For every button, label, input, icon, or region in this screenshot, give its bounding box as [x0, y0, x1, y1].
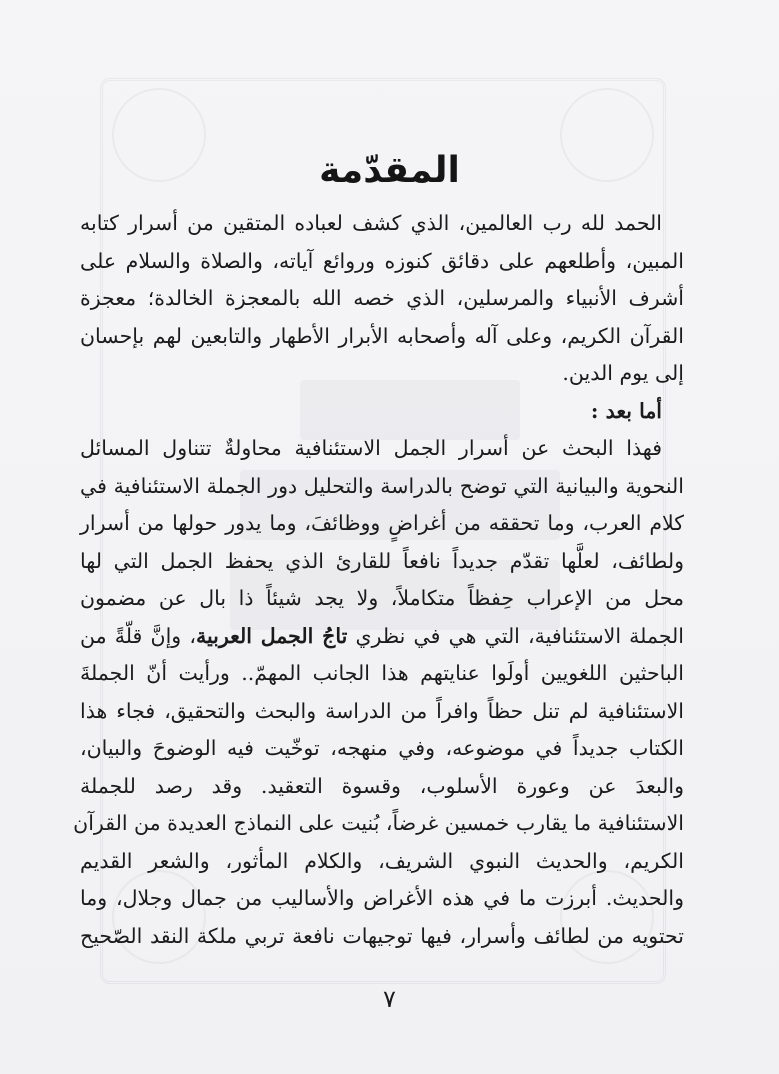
page-number: ٧ — [383, 985, 396, 1013]
text-line: كلام العرب، وما تحققه من أغراضٍ ووظائفَ، وما يدور حولها من أسرار — [80, 511, 684, 535]
text-line: فهذا البحث عن أسرار الجمل الاستئنافية محاولةٌ تتناول المسائل — [80, 436, 662, 460]
text-line: والحديث. أبرزت ما في هذه الأغراض والأساليب من جمال وجلال، وما — [80, 886, 684, 910]
text-line: القرآن الكريم، وعلى آله وأصحابه الأبرار الأطهار والتابعين لهم بإحسان — [80, 323, 684, 348]
text-line: الحمد لله رب العالمين، الذي كشف لعباده المتقين من أسرار كتابه — [80, 211, 662, 235]
text-segment: الجملة الاستئنافية، التي هي في نظري — [347, 623, 684, 648]
page-title: المقدّمة — [319, 150, 460, 191]
text-line: الاستئنافية لم تنل حظاً وافراً من الدراسة والبحث والتحقيق، فجاء هذا — [80, 698, 684, 723]
text-line: المبين، وأطلعهم على دقائق كنوزه وروائع آياته، والصلاة والسلام على — [80, 248, 684, 273]
text-line: النحوية والبيانية التي توضح بالدراسة والتحليل دور الجملة الاستئنافية في — [80, 473, 684, 498]
text-line: الاستئنافية ما يقارب خمسين غرضاً، بُنيت على النماذج العديدة من القرآن — [73, 811, 684, 835]
text-line: والبعدَ عن وعورة الأسلوب، وقسوة التعقيد. وقد رصد للجملة — [80, 773, 684, 798]
text-line: محل من الإعراب حِفظاً متكاملاً، ولا يجد شيئاً ذا بال عن مضمون — [80, 586, 684, 610]
text-line: الكريم، والحديث النبوي الشريف، والكلام المأثور، والشعر القديم — [80, 848, 684, 873]
text-line: الكتاب جديداً في موضوعه، وفي منهجه، توخّيت فيه الوضوحَ والبيان، — [80, 736, 684, 760]
body-text — [73, 205, 684, 955]
text-line: الباحثين اللغويين أولَوا عنايتهم هذا الجانب المهمّ.. ورأيت أنّ الجملةَ — [80, 661, 684, 685]
emphasized-phrase: تاجُ الجمل العربية — [195, 623, 348, 648]
text-line: أشرف الأنبياء والمرسلين، الذي خصه الله بالمعجزة الخالدة؛ معجزة — [80, 286, 684, 310]
text-line: تحتويه من لطائف وأسرار، فيها توجيهات نافعة تربي ملكة النقد الصّحيح — [80, 923, 684, 948]
text-line: إلى يوم الدين. — [562, 361, 684, 385]
text-line — [80, 618, 684, 656]
text-segment: ، وإنَّ قلّةً من — [80, 623, 196, 648]
text-line: ولطائف، لعلَّها تقدّم جديداً نافعاً للقارئ الذي يحفظ الجمل التي لها — [80, 548, 684, 573]
section-heading: أما بعد : — [590, 398, 662, 423]
